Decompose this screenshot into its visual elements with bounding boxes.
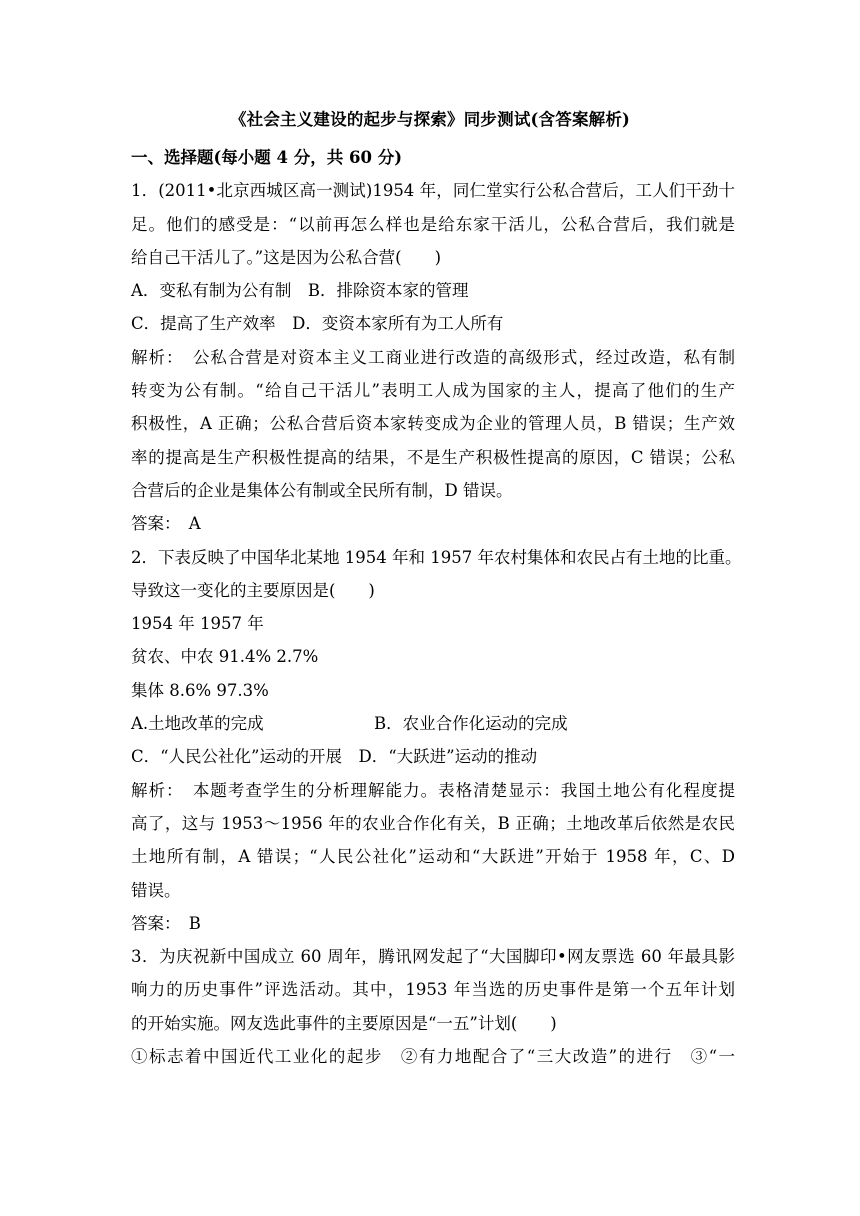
q1-analysis-line: 解析： 公私合营是对资本主义工商业进行改造的高级形式，经过改造，私有制 [131, 347, 735, 367]
q1-analysis-line: 积极性，A 正确；公私合营后资本家转变成为企业的管理人员，B 错误；生产效 [131, 414, 735, 434]
q2-table-row: 贫农、中农 91.4% 2.7% [131, 647, 319, 667]
section-heading: 一、选择题(每小题 4 分，共 60 分) [131, 148, 403, 167]
q2-analysis-line: 高了，这与 1953～1956 年的农业合作化有关，B 正确；土地改革后依然是农民 [131, 813, 735, 833]
q2-answer: 答案： B [131, 913, 201, 933]
q2-option-b: B．农业合作化运动的完成 [374, 714, 568, 734]
q2-stem-line: 2．下表反映了中国华北某地 1954 年和 1957 年农村集体和农民占有土地的比重。 [131, 547, 742, 567]
q3-option-line: ①标志着中国近代工业化的起步 ②有力地配合了“三大改造”的进行 ③“一 [131, 1047, 735, 1067]
q2-option-a: A.土地改革的完成 [131, 714, 264, 734]
q2-table-header: 1954 年 1957 年 [131, 614, 264, 634]
document-body [131, 141, 742, 1073]
q2-analysis-line: 错误。 [131, 880, 181, 900]
q1-analysis-line: 率的提高是生产积极性提高的结果，不是生产积极性提高的原因，C 错误；公私 [131, 447, 735, 467]
document-title: 《社会主义建设的起步与探索》同步测试(含答案解析) [229, 110, 631, 129]
q1-stem-line: 足。他们的感受是：“以前再怎么样也是给东家干活儿，公私合营后，我们就是 [131, 214, 735, 234]
q1-analysis-line: 合营后的企业是集体公有制或全民所有制，D 错误。 [131, 480, 513, 500]
q1-options-ab: A．变私有制为公有制 B．排除资本家的管理 [131, 281, 469, 301]
q3-stem-line: 响力的历史事件”评选活动。其中，1953 年当选的历史事件是第一个五年计划 [131, 980, 735, 1000]
q1-answer: 答案： A [131, 514, 201, 534]
q3-stem-line: 3．为庆祝新中国成立 60 周年，腾讯网发起了“大国脚印•网友票选 60 年最具影 [131, 947, 735, 967]
q2-options-cd: C．“人民公社化”运动的开展 D．“大跃进”运动的推动 [131, 747, 538, 767]
q2-options-ab [131, 707, 735, 740]
q2-stem-line: 导致这一变化的主要原因是( ) [131, 580, 375, 600]
q1-stem-line: 给自己干活儿了。”这是因为公私合营( ) [131, 247, 442, 267]
q3-stem-line: 的开始实施。网友选此事件的主要原因是“一五”计划( ) [131, 1013, 557, 1033]
q2-analysis-line: 土地所有制，A 错误；“人民公社化”运动和“大跃进”开始于 1958 年，C、D [131, 847, 735, 867]
q1-analysis-line: 转变为公有制。“给自己干活儿”表明工人成为国家的主人，提高了他们的生产 [131, 381, 735, 401]
q1-stem-line: 1．(2011•北京西城区高一测试)1954 年，同仁堂实行公私合营后，工人们干劲十 [131, 181, 735, 201]
q2-table-row: 集体 8.6% 97.3% [131, 680, 269, 700]
q2-analysis-line: 解析： 本题考查学生的分析理解能力。表格清楚显示：我国土地公有化程度提 [131, 780, 735, 800]
q1-options-cd: C．提高了生产效率 D．变资本家所有为工人所有 [131, 314, 504, 334]
